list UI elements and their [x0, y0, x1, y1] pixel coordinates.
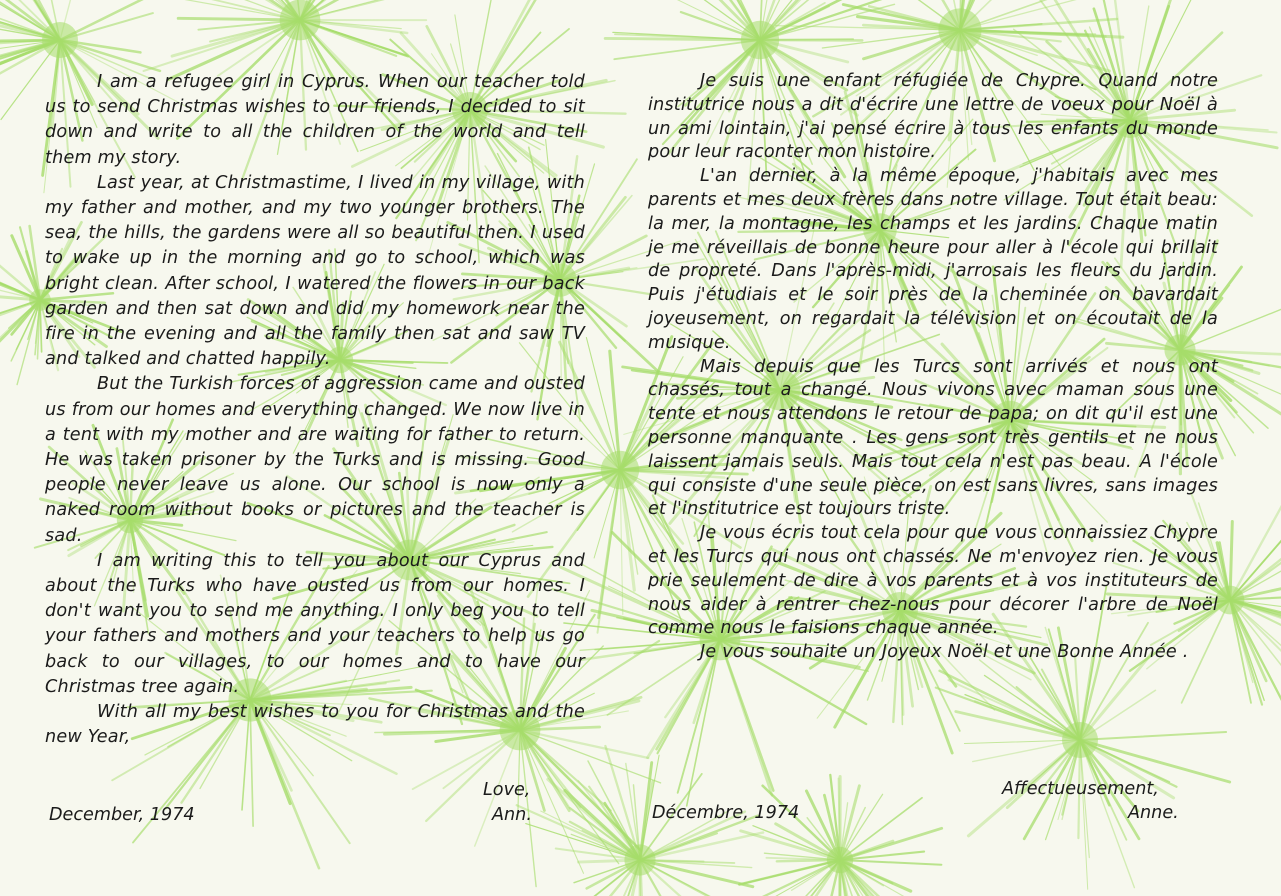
- french-date: Décembre, 1974: [652, 803, 800, 823]
- french-paragraph: Mais depuis que les Turcs sont arrivés et nous ont chassés, tout a changé. Nous vivons avec maman sous une tente et nous attendons le retour de papa; on dit qu'il est une personne manquante . Les gens sont très gentils et ne nous laissent jamais seuls. Mais tout cela n'est pas beau. A l'école qui consiste d'une seule pièce, on est sans livres, sans images et l'institutrice est toujours triste.: [648, 356, 1218, 520]
- english-date: December, 1974: [49, 805, 195, 825]
- english-paragraph: With all my best wishes to you for Christmas and the new Year,: [45, 702, 585, 748]
- english-letter: [45, 70, 585, 750]
- english-paragraph: I am a refugee girl in Cyprus. When our teacher told us to send Christmas wishes to our friends, I decided to sit down and write to all the children of the world and tell them my story.: [45, 72, 585, 168]
- english-paragraph: But the Turkish forces of aggression came and ousted us from our homes and everything changed. We now live in a tent with my mother and are waiting for father to return. He was taken prisoner by the Turks and is missing. Good people never leave us alone. Our school is now only a naked room without books or pictures and the teacher is sad.: [45, 374, 585, 546]
- french-paragraph: Je vous souhaite un Joyeux Noël et une Bonne Année .: [700, 642, 1189, 663]
- english-paragraph: I am writing this to tell you about our Cyprus and about the Turks who have ousted us from our homes. I don't want you to send me anything. I only beg you to tell your fathers and mothers and your teachers to help us go back to our villages, to our homes and to have our Christmas tree again.: [45, 550, 585, 697]
- french-paragraph: L'an dernier, à la même époque, j'habitais avec mes parents et mes deux frères dans notre village. Tout était beau: la mer, la montagne, les champs et les jardins. Chaque matin je me réveillais de bonne heure pour aller à l'école qui brillait de propreté. Dans l'après-midi, j'arrosais les fleurs du jardin. Puis j'étudiais et le soir près de la cheminée on bavardait joyeusement, on regardait la télévision et on écoutait de la musique.: [648, 166, 1218, 353]
- french-letter: [648, 70, 1218, 665]
- pine-cluster: [739, 775, 941, 896]
- french-closing: Affectueusement,: [1002, 779, 1159, 799]
- french-paragraph: Je vous écris tout cela pour que vous connaissiez Chypre et les Turcs qui nous ont chassés. Ne m'envoyez rien. Je vous prie seulement de dire à vos parents et à vos instituteurs de nous aider à rentrer chez-nous pour décorer l'arbre de Noël comme nous le faisions chaque année.: [648, 523, 1218, 639]
- english-paragraph: Last year, at Christmastime, I lived in my village, with my father and mother, and my two younger brothers. The sea, the hills, the gardens were all so beautiful then. I used to wake up in the morning and go to school, which was bright clean. After school, I watered the flowers in our back garden and then sat down and did my homework near the fire in the evening and all the family then sat and saw TV and talked and chatted happily.: [45, 172, 585, 370]
- french-signature: Anne.: [1128, 803, 1179, 823]
- english-signature: Ann.: [492, 805, 532, 825]
- english-closing: Love,: [483, 780, 531, 800]
- french-paragraph: Je suis une enfant réfugiée de Chypre. Quand notre institutrice nous a dit d'écrire une lettre de voeux pour Noël à un ami lointain, j'ai pensé écrire à tous les enfants du monde pour leur raconter mon histoire.: [648, 71, 1218, 163]
